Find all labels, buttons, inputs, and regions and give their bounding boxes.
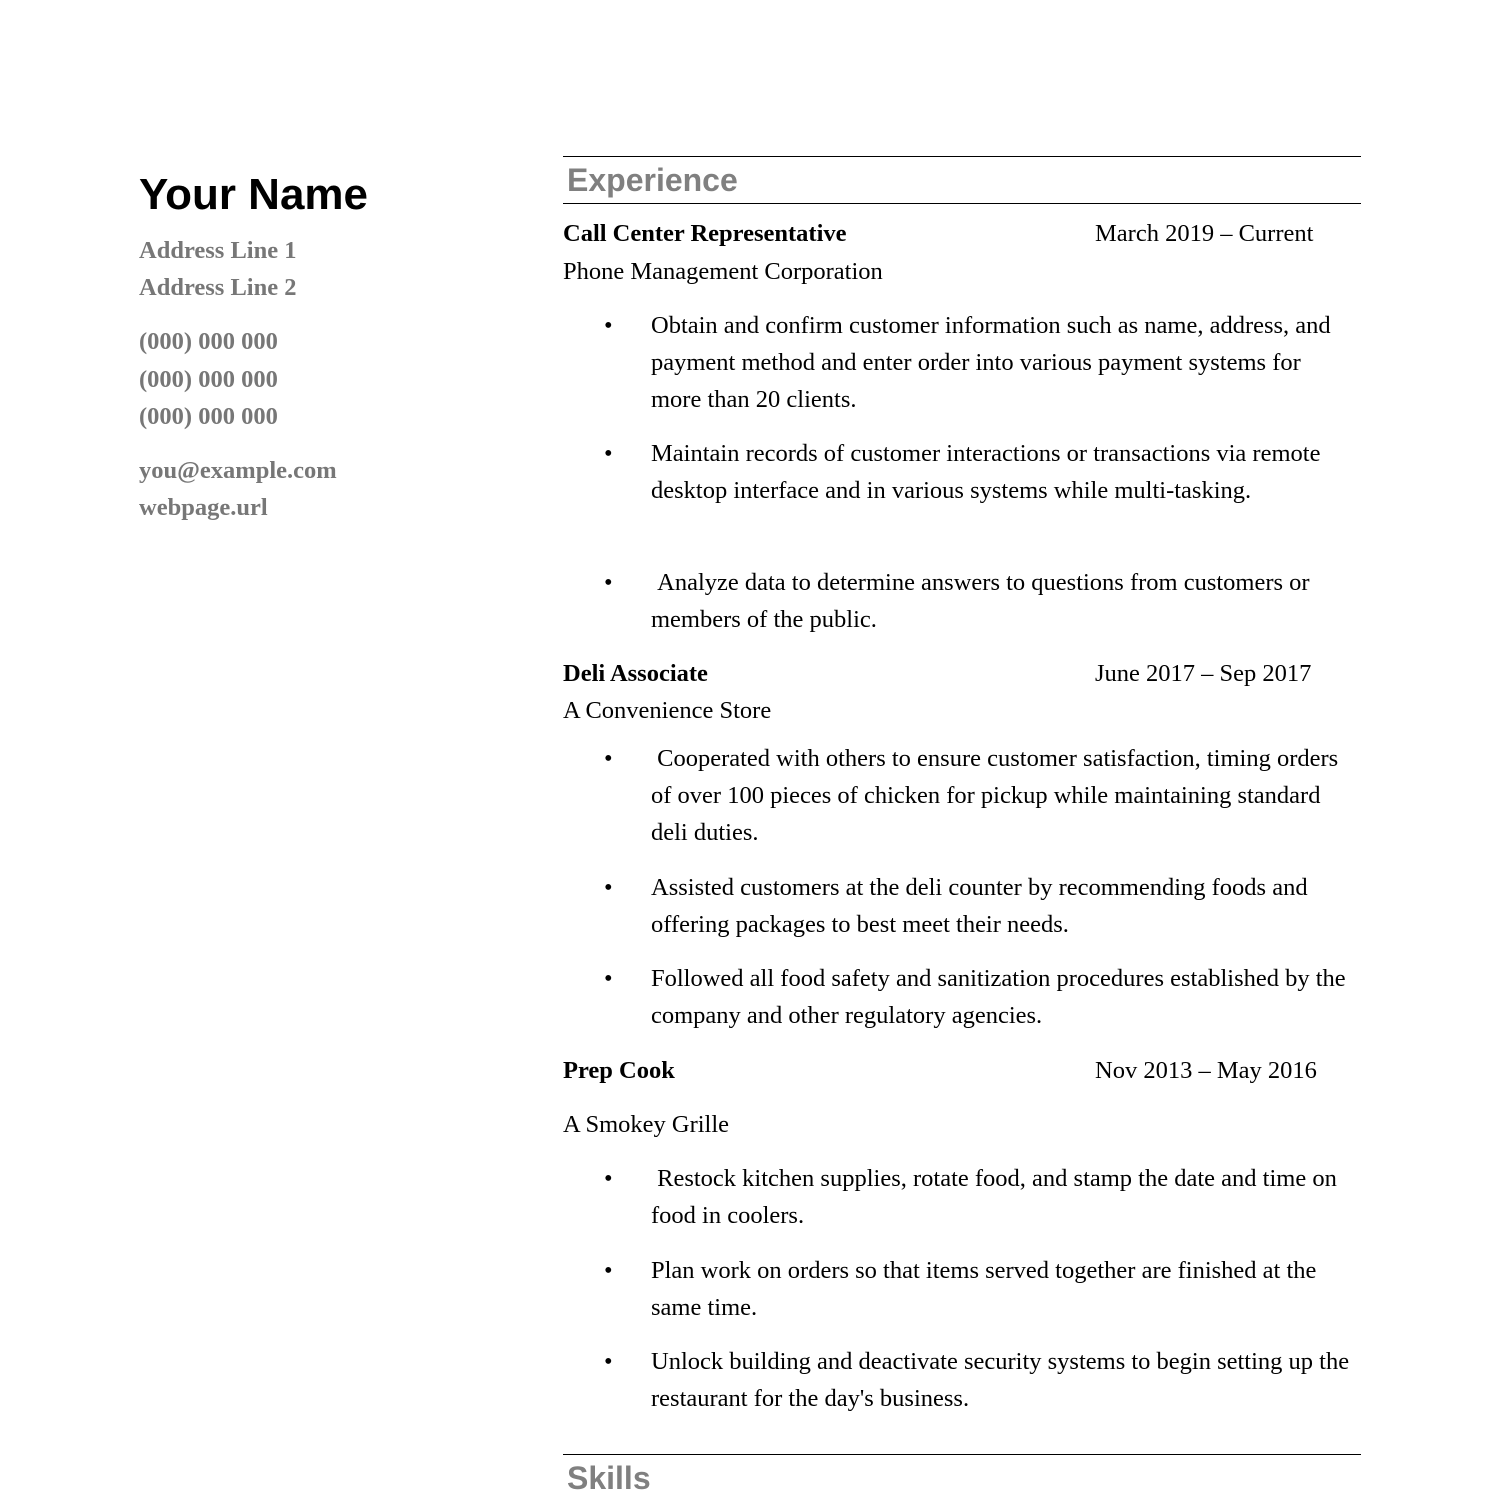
bullet-text: Assisted customers at the deli counter by recommending foods and offering packages to best meet their needs.	[651, 874, 1314, 938]
candidate-name: Your Name	[139, 170, 369, 219]
address-line-1: Address Line 1	[139, 237, 297, 264]
bullet-text: Obtain and confirm customer information such as name, address, and payment method and enter order into various payment systems for more than 20 clients.	[651, 312, 1337, 413]
bullet-text: Plan work on orders so that items served together are finished at the same time.	[651, 1257, 1323, 1321]
phone-1: (000) 000 000	[139, 328, 278, 355]
bullet-text: Restock kitchen supplies, rotate food, and stamp the date and time on food in coolers.	[651, 1165, 1343, 1229]
bullet-icon: •	[604, 569, 613, 596]
bullet-icon: •	[604, 1165, 613, 1192]
bullet-icon: •	[604, 1257, 613, 1284]
job-company: A Convenience Store	[563, 697, 772, 724]
skills-heading: Skills	[567, 1460, 651, 1496]
job-title: Deli Associate	[563, 660, 708, 687]
job-dates: March 2019 – Current	[1095, 220, 1314, 247]
bullet-icon: •	[604, 965, 613, 992]
experience-heading: Experience	[567, 162, 738, 198]
phone-2: (000) 000 000	[139, 366, 278, 393]
job-dates: Nov 2013 – May 2016	[1095, 1057, 1317, 1084]
bullet-icon: •	[604, 440, 613, 467]
email: you@example.com	[139, 457, 337, 484]
divider	[563, 156, 1361, 157]
bullet-text: Analyze data to determine answers to questions from customers or members of the public.	[651, 569, 1316, 633]
divider	[563, 203, 1361, 204]
job-company: A Smokey Grille	[563, 1111, 730, 1138]
webpage: webpage.url	[139, 494, 268, 521]
bullet-icon: •	[604, 745, 613, 772]
job-title: Prep Cook	[563, 1057, 675, 1084]
bullet-text: Followed all food safety and sanitization procedures established by the company and other regulatory agencies.	[651, 965, 1352, 1029]
job-title: Call Center Representative	[563, 220, 847, 247]
bullet-icon: •	[604, 312, 613, 339]
bullet-text: Cooperated with others to ensure customer satisfaction, timing orders of over 100 pieces of chicken for pickup while maintaining standard deli duties.	[651, 745, 1345, 846]
divider	[563, 1454, 1361, 1455]
bullet-text: Unlock building and deactivate security systems to begin setting up the restaurant for the day's business.	[651, 1348, 1356, 1412]
phone-3: (000) 000 000	[139, 403, 278, 430]
job-company: Phone Management Corporation	[563, 258, 883, 285]
bullet-icon: •	[604, 1348, 613, 1375]
bullet-text: Maintain records of customer interactions or transactions via remote desktop interface and in various systems while multi-tasking.	[651, 440, 1327, 504]
address-line-2: Address Line 2	[139, 274, 297, 301]
job-dates: June 2017 – Sep 2017	[1095, 660, 1312, 687]
bullet-icon: •	[604, 874, 613, 901]
